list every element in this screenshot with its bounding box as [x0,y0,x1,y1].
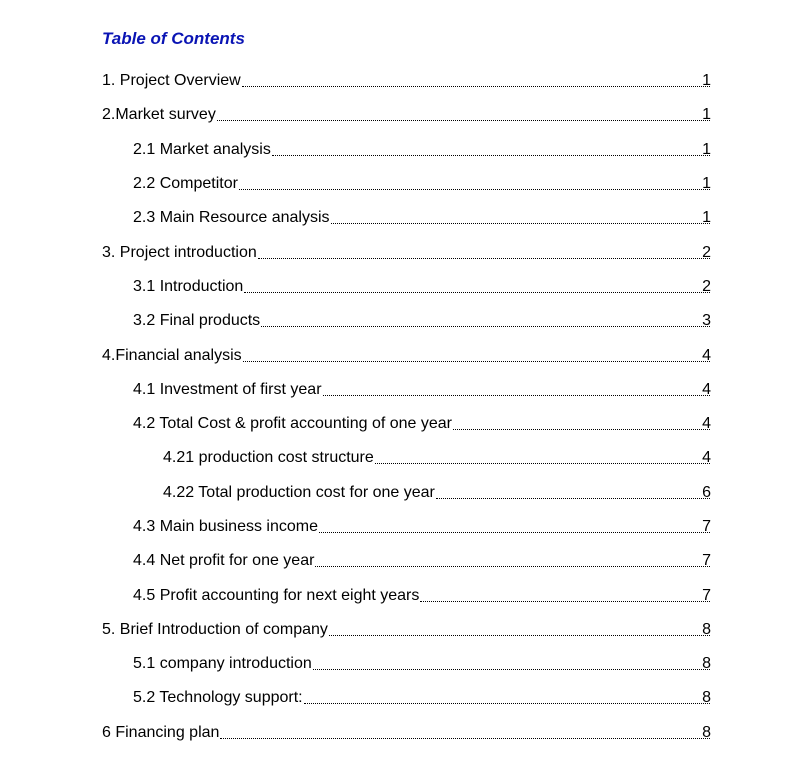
toc-entry[interactable] [0,270,791,304]
toc-entry[interactable] [0,544,791,578]
toc-entry[interactable] [0,235,791,269]
toc-dot-leader [272,140,710,160]
toc-entry-label: 2.1 Market analysis [133,140,271,158]
toc-entry-label: 2.2 Competitor [133,175,238,193]
toc-entry-label: 3.1 Introduction [133,277,244,295]
toc-page-number: 4 [702,380,711,398]
toc-title: Table of Contents [102,29,245,48]
toc-dot-leader [242,71,710,91]
toc-page-number: 6 [702,483,711,501]
toc-list [0,64,791,750]
toc-page-number: 1 [702,140,711,158]
toc-page-number: 1 [702,209,711,227]
toc-entry[interactable] [0,510,791,544]
toc-entry[interactable] [0,201,791,235]
toc-page-number: 1 [702,106,711,124]
toc-dot-leader [323,380,710,400]
toc-entry-label: 3.2 Final products [133,312,261,330]
toc-dot-leader [329,620,710,640]
toc-entry[interactable] [0,167,791,201]
toc-entry[interactable] [0,373,791,407]
toc-entry-label: 4.1 Investment of first year [133,380,322,398]
toc-page-number: 8 [702,689,711,707]
toc-entry[interactable] [0,338,791,372]
toc-dot-leader [313,654,710,674]
toc-page-number: 7 [702,552,711,570]
toc-dot-leader [375,448,710,468]
toc-page-number: 8 [702,655,711,673]
toc-entry-label: 6 Financing plan [102,723,220,741]
toc-entry-label: 4.21 production cost structure [163,449,374,467]
toc-entry[interactable] [0,133,791,167]
toc-entry-label: 4.5 Profit accounting for next eight years [133,586,420,604]
toc-dot-leader [258,243,710,263]
toc-entry-label: 5.2 Technology support: [133,689,303,707]
toc-dot-leader [315,551,710,571]
toc-page-number: 4 [702,346,711,364]
toc-entry-label: 4.3 Main business income [133,518,318,535]
toc-page-number: 2 [702,277,711,295]
toc-entry-label: 4.4 Net profit for one year [133,552,315,570]
toc-page-number: 8 [702,620,711,638]
toc-page-number: 4 [702,449,711,467]
toc-dot-leader [239,174,710,194]
toc-entry[interactable] [0,441,791,475]
toc-dot-leader [319,517,710,537]
toc-entry[interactable] [0,64,791,98]
toc-entry[interactable] [0,647,791,681]
toc-page-number: 4 [702,415,711,433]
toc-page-number: 1 [702,175,711,193]
toc-entry-label: 3. Project introduction [102,243,257,261]
toc-entry[interactable] [0,716,791,750]
toc-page-number: 7 [702,518,711,535]
toc-page-number: 3 [702,312,711,330]
toc-entry-label: 5. Brief Introduction of company [102,620,328,638]
toc-dot-leader [420,586,710,606]
toc-page-number: 7 [702,586,711,604]
toc-entry-label: 2.Market survey [102,106,216,124]
toc-entry[interactable] [0,407,791,441]
toc-dot-leader [217,105,710,125]
toc-entry-label: 4.2 Total Cost & profit accounting of one year [133,415,453,433]
toc-entry[interactable] [0,681,791,715]
toc-entry-label: 4.Financial analysis [102,346,242,364]
toc-dot-leader [453,414,710,434]
toc-entry-label: 1. Project Overview [102,72,241,90]
toc-page-number: 1 [702,72,711,90]
toc-page-number: 8 [702,723,711,741]
toc-entry[interactable] [0,98,791,132]
toc-entry[interactable] [0,304,791,338]
toc-page-number: 2 [702,243,711,261]
toc-entry[interactable] [0,578,791,612]
toc-entry[interactable] [0,613,791,647]
toc-entry-label: 4.22 Total production cost for one year [163,483,435,501]
toc-dot-leader [304,688,710,708]
toc-dot-leader [261,311,710,331]
toc-dot-leader [243,346,710,366]
toc-dot-leader [331,208,710,228]
toc-entry-label: 5.1 company introduction [133,655,312,673]
toc-entry-label: 2.3 Main Resource analysis [133,209,330,227]
toc-dot-leader [244,277,710,297]
toc-dot-leader [436,483,710,503]
toc-dot-leader [220,723,710,743]
toc-entry[interactable] [0,476,791,510]
